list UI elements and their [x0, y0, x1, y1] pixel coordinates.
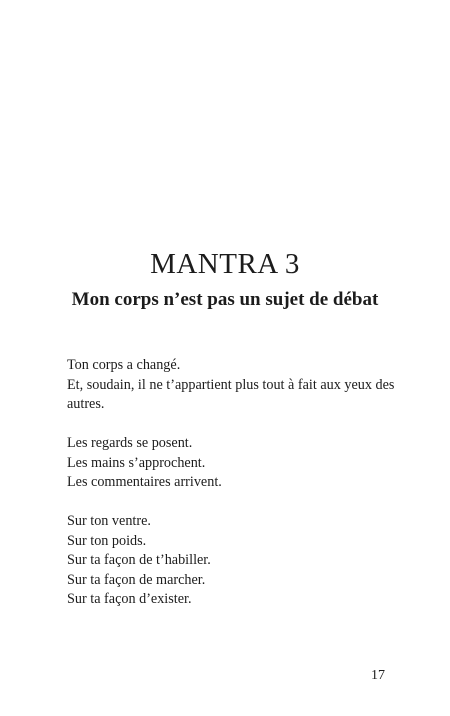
text-line: Sur ton poids. — [67, 532, 147, 549]
paragraph — [67, 356, 395, 415]
text-line: Et, soudain, il ne t’appartient plus tout à fait aux yeux des — [67, 376, 395, 393]
text-line: Les regards se posent. — [67, 435, 193, 451]
text-line: Les commentaires arrivent. — [67, 474, 222, 490]
paragraph — [67, 434, 389, 493]
text-line: Sur ta façon de t’habiller. — [67, 552, 211, 568]
chapter-title: MANTRA 3 — [150, 248, 300, 280]
body-text — [67, 356, 395, 610]
chapter-subtitle: Mon corps n’est pas un sujet de débat — [71, 289, 379, 310]
text-line: Sur ton ventre. — [67, 513, 151, 529]
paragraph — [67, 512, 389, 610]
text-line: Les mains s’approchent. — [67, 454, 206, 471]
text-line: Sur ta façon d’exister. — [67, 591, 192, 607]
text-line: Ton corps a changé. — [67, 357, 181, 373]
page-number: 17 — [371, 668, 385, 683]
text-line: autres. — [67, 396, 105, 412]
text-line: Sur ta façon de marcher. — [67, 571, 206, 588]
